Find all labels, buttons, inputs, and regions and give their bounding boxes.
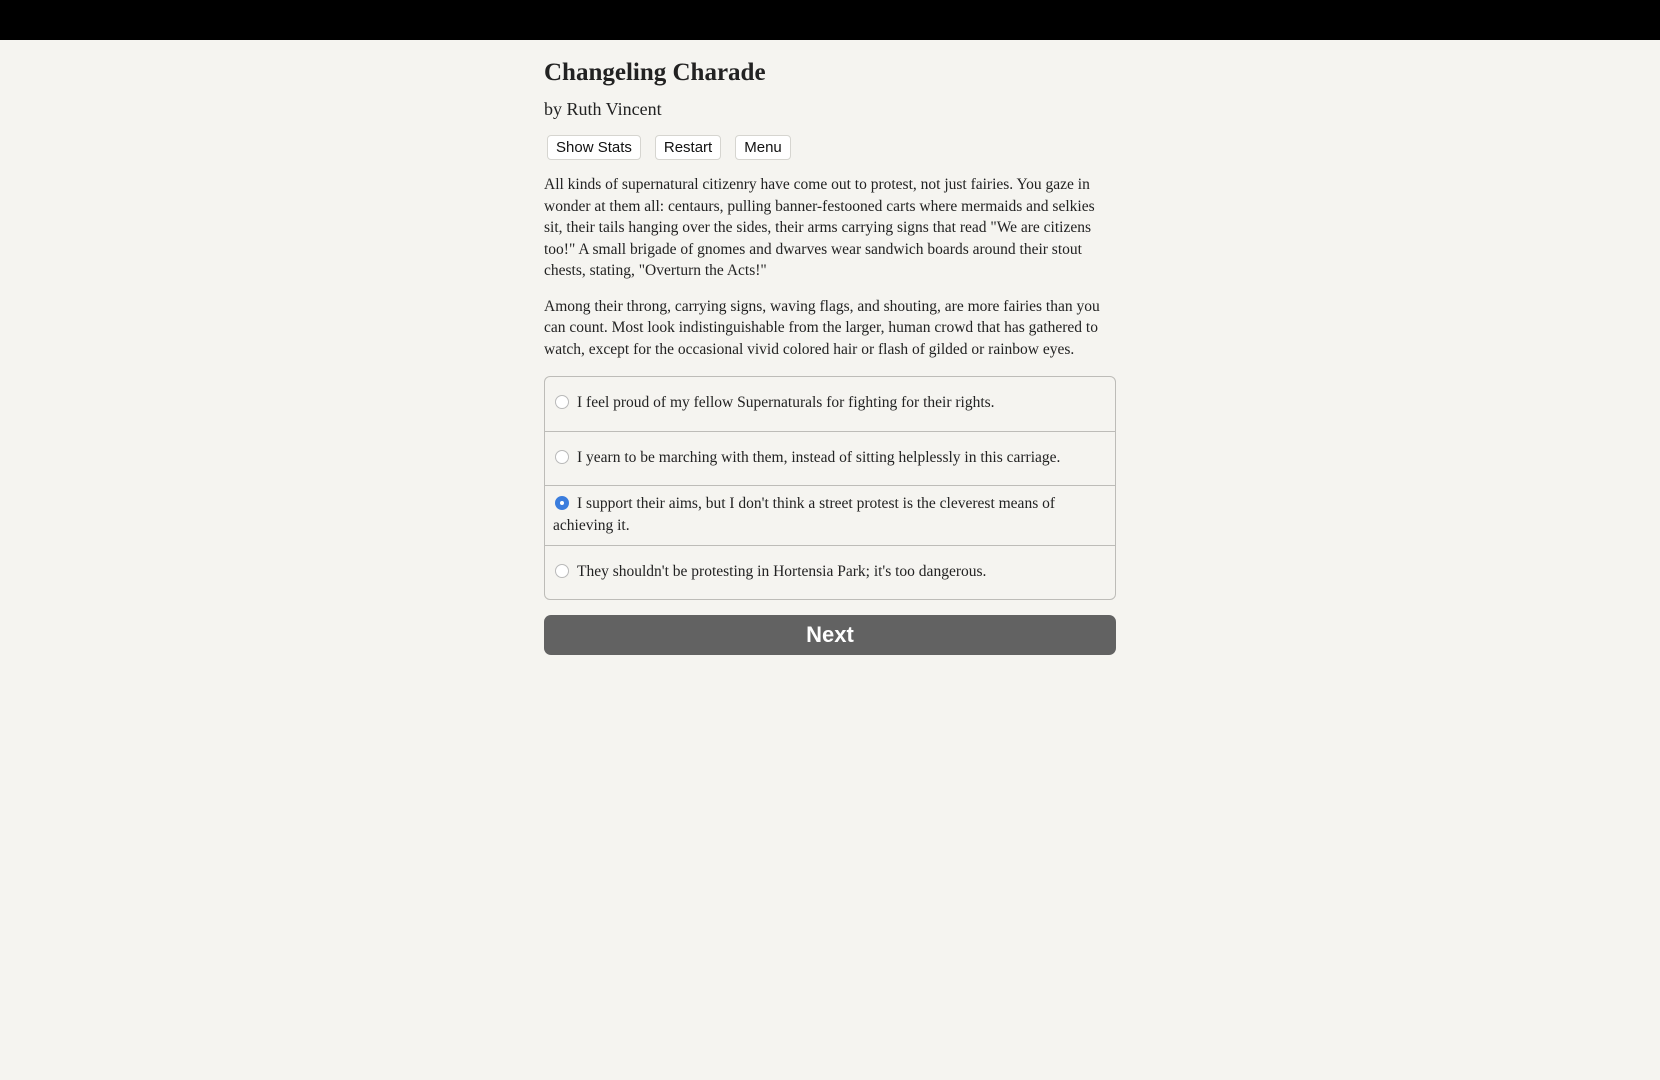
choice-label: They shouldn't be protesting in Hortensia Park; it's too dangerous. — [577, 563, 987, 580]
author-byline: by Ruth Vincent — [544, 99, 662, 119]
choice-label: I support their aims, but I don't think a street protest is the cleverest means of achieving it. — [553, 495, 1056, 534]
radio-button-selected[interactable] — [555, 496, 569, 510]
toolbar — [544, 135, 1116, 160]
choice-label: I feel proud of my fellow Supernaturals for fighting for their rights. — [577, 394, 995, 411]
choice-label: I yearn to be marching with them, instead of sitting helplessly in this carriage. — [577, 449, 1061, 466]
game-title: Changeling Charade — [544, 59, 766, 86]
show-stats-button[interactable]: Show Stats — [547, 135, 641, 160]
restart-button[interactable]: Restart — [655, 135, 721, 160]
radio-button[interactable] — [555, 395, 569, 409]
menu-button[interactable]: Menu — [735, 135, 791, 160]
choice-option[interactable] — [545, 377, 1115, 431]
choice-list — [544, 376, 1116, 600]
next-button[interactable]: Next — [544, 615, 1116, 655]
choice-option[interactable] — [545, 545, 1115, 599]
radio-button[interactable] — [555, 450, 569, 464]
radio-button[interactable] — [555, 564, 569, 578]
game-container — [544, 40, 1116, 655]
story-passage — [544, 174, 1116, 360]
choice-option-selected[interactable] — [545, 485, 1115, 545]
passage-paragraph: All kinds of supernatural citizenry have come out to protest, not just fairies. You gaze in wonder at them all: centaurs, pulling banner-festooned carts where mermaids and selkies sit, their tails hanging over the sides, their arms carrying signs that read "We are citizens too!" A small brigade of gnomes and dwarves wear sandwich boards around their stout chests, stating, "Overturn the Acts!" — [544, 176, 1095, 279]
choice-option[interactable] — [545, 431, 1115, 485]
passage-paragraph: Among their throng, carrying signs, waving flags, and shouting, are more fairies than you can count. Most look indistinguishable from the larger, human crowd that has gathered to watch, except for the occasional vivid colored hair or flash of gilded or rainbow eyes. — [544, 297, 1100, 358]
top-bar — [0, 0, 1660, 40]
